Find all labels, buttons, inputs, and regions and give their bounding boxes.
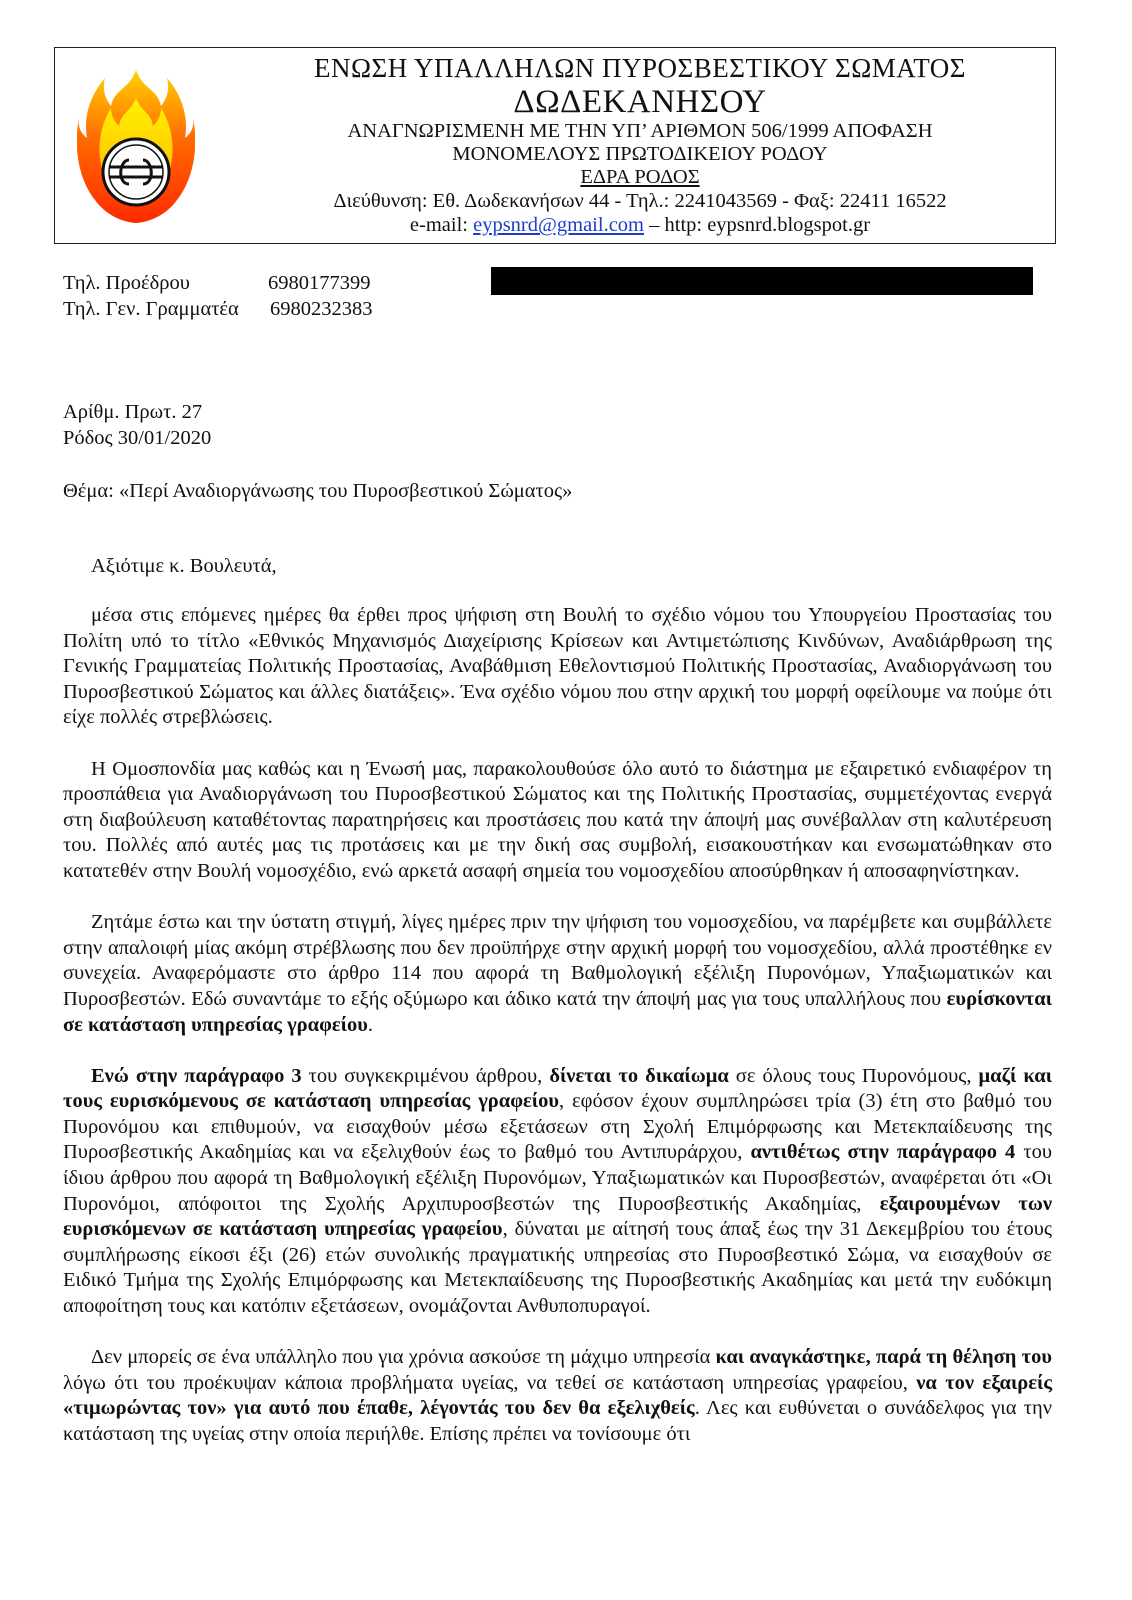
text-run: . <box>367 1013 374 1036</box>
text-run: . Λες και ευθύνεται ο συνάδελφος για την κατάσταση της υγείας στην οποία περιήλθε. Επίσης πρέπει να τονίσουμε ότι <box>63 1397 1052 1445</box>
text-run: του ίδιου άρθρου που αφορά τη Βαθμολογική εξέλιξη Πυρονόμων, Υπαξιωματικών και Πυροσβεστών, αναφέρεται ότι «Οι Πυρονόμοι, απόφοιτοι της Σχολής Αρχιπυροσβεστών της Πυροσβεστικής Ακαδημίας, <box>63 1141 1052 1215</box>
subject-line: Θέμα: «Περί Αναδιοργάνωσης του Πυροσβεστικού Σώματος» <box>63 480 573 502</box>
text-run: , εφόσον έχουν συμπληρώσει τρία (3) έτη στο βαθμό του Πυρονόμου και επιθυμούν, να εισαχθούν μέσω εξετάσεων στη Σχολή Επιμόρφωσης και Μετεκπαίδευσης της Πυροσβεστικής Ακαδημίας και να εξελιχθούν έως το βαθμό του Αντιπυράρχου, <box>63 1090 1052 1164</box>
bold-text: μαζί και τους ευρισκόμενους σε κατάσταση υπηρεσίας γραφείου <box>63 1064 1052 1113</box>
letter-meta <box>63 399 211 451</box>
address-line: Διεύθυνση: Εθ. Δωδεκανήσων 44 - Τηλ.: 2241043569 - Φαξ: 22411 16522 <box>333 190 947 212</box>
paragraph <box>63 1345 1052 1447</box>
protocol-number: Αρίθμ. Πρωτ. 27 <box>63 401 203 423</box>
bold-text: εξαιρουμένων των ευρισκόμενων σε κατάσταση υπηρεσίας γραφείου <box>63 1192 1052 1241</box>
letter-body <box>63 603 1052 1473</box>
fire-emblem-icon <box>77 68 195 226</box>
bold-text: αντιθέτως στην παράγραφο 4 <box>750 1141 1016 1164</box>
phone-label: Τηλ. Γεν. Γραμματέα <box>63 298 239 320</box>
bold-text: Ενώ στην παράγραφο 3 <box>91 1064 302 1087</box>
paragraph: Η Ομοσπονδία μας καθώς και η Ένωσή μας, παρακολουθούσε όλο αυτό το διάστημα με εξαιρετικό ενδιαφέρον τη προσπάθεια για Αναδιοργάνωση του Πυροσβεστικού Σώματος και της Πολιτικής Προστασίας, συμμετέχοντας ενεργά στη διαβούλευση καταθέτοντας παρατηρήσεις και προστάσεις που κατά την άποψή μας συνέβαλλαν στη καλυτέρευση του. Πολλές από αυτές μας τις προτάσεις και με την δική σας συμβολή, εισακουστήκαν και ενσωματώθηκαν στο κατατεθέν στην Βουλή νομοσχέδιο, ενώ αρκετά ασαφή σημεία του νομοσχεδίου αποσύρθηκαν ή αποσαφηνίστηκαν. <box>63 757 1052 882</box>
contact-line <box>240 213 1040 237</box>
org-name: ΕΝΩΣΗ ΥΠΑΛΛΗΛΩΝ ΠΥΡΟΣΒΕΣΤΙΚΟΥ ΣΩΜΑΤΟΣ <box>313 53 967 83</box>
bold-text: και αναγκάστηκε, παρά τη θέληση του <box>715 1346 1052 1369</box>
paragraph <box>63 1064 1052 1320</box>
paragraph <box>63 910 1052 1038</box>
redacted-recipient <box>491 267 1033 295</box>
paragraph: μέσα στις επόμενες ημέρες θα έρθει προς ψήφιση στη Βουλή το σχέδιο νόμου του Υπουργείου Προστασίας του Πολίτη υπό το τίτλο «Εθνικός Μηχανισμός Διαχείρισης Κρίσεων και Αντιμετώπισης Κινδύνων, Αναδιάρθρωση της Γενικής Γραμματείας Πολιτικής Προστασίας, Αναβάθμιση Εθελοντισμού Πολιτικής Προστασίας, Αναδιοργάνωση του Πυροσβεστικού Σώματος και άλλες διατάξεις». Ένα σχέδιο νόμου που στην αρχική του μορφή οφείλουμε να πούμε ότι είχε πολλές στρεβλώσεις. <box>63 604 1052 729</box>
website: – http: eypsnrd.blogspot.gr <box>644 214 871 236</box>
text-run: σε όλους τους Πυρονόμους, <box>728 1064 979 1087</box>
email-link[interactable]: eypsnrd@gmail.com <box>473 214 644 236</box>
text-run: Δεν μπορείς σε ένα υπάλληλο που για χρόνια ασκούσε τη μάχιμο υπηρεσία <box>91 1346 716 1369</box>
email-prefix: e-mail: <box>409 214 474 236</box>
phone-number: 6980232383 <box>270 298 373 320</box>
place-date: Ρόδος 30/01/2020 <box>63 427 212 449</box>
seat: ΕΔΡΑ ΡΟΔΟΣ <box>580 166 700 188</box>
bold-text: δίνεται το δικαίωμα <box>549 1064 729 1087</box>
letterhead <box>54 47 1056 244</box>
phone-list <box>63 270 373 322</box>
text-run: λόγω ότι του προέκυψαν κάποια προβλήματα υγείας, να τεθεί σε κατάσταση υπηρεσίας γραφείου, <box>63 1371 917 1394</box>
org-region: ΔΩΔΕΚΑΝΗΣΟΥ <box>513 84 767 120</box>
phone-row <box>63 270 373 296</box>
phone-label: Τηλ. Προέδρου <box>63 272 190 294</box>
phone-number: 6980177399 <box>268 272 371 294</box>
text-run: του συγκεκριμένου άρθρου, <box>301 1064 550 1087</box>
bold-text: ευρίσκονται σε κατάσταση υπηρεσίας γραφείου <box>63 987 1052 1036</box>
text-run: , δύναται με αίτησή τους άπαξ έως την 31 Δεκεμβρίου του έτους συμπλήρωσης είκοσι έξι (26) ετών συνολικής πραγματικής υπηρεσίας στο Πυροσβεστικό Σώμα, να εισαχθούν σε Ειδικό Τμήμα της Σχολής Επιμόρφωσης και Μετεκπαίδευσης της Πυροσβεστικής Ακαδημίας και μετά την ευδόκιμη αποφοίτηση τους και κατόπιν εξετάσεων, ονομάζονται Ανθυποπυραγοί. <box>63 1218 1052 1318</box>
phone-row <box>63 296 373 322</box>
recognition-line-2: ΜΟΝΟΜΕΛΟΥΣ ΠΡΩΤΟΔΙΚΕΙΟΥ ΡΟΔΟΥ <box>452 143 828 165</box>
bold-text: να τον εξαιρείς «τιμωρώντας τον» για αυτό που έπαθε, λέγοντάς του δεν θα εξελιχθείς <box>63 1371 1052 1420</box>
text-run: Ζητάμε έστω και την ύστατη στιγμή, λίγες ημέρες πριν την ψήφιση του νομοσχεδίου, να παρέμβετε και συμβάλλετε στην απαλοιφή μίας ακόμη στρέβλωσης που δεν προϋπήρχε στην αρχική μορφή του νομοσχεδίου, αλλά προστέθηκε εν συνεχεία. Αναφερόμαστε στο άρθρο 114 που αφορά τη Βαθμολογική εξέλιξη Πυρονόμων, Υπαξιωματικών και Πυροσβεστών. Εδώ συναντάμε το εξής οξύμωρο και άδικο κατά την άποψή μας για τους υπαλλήλους που <box>63 911 1052 1010</box>
recognition-line-1: ΑΝΑΓΝΩΡΙΣΜΕΝΗ ΜΕ ΤΗΝ ΥΠ’ ΑΡΙΘΜΟΝ 506/1999 ΑΠΟΦΑΣΗ <box>347 120 933 142</box>
salutation: Αξιότιμε κ. Βουλευτά, <box>91 555 277 577</box>
